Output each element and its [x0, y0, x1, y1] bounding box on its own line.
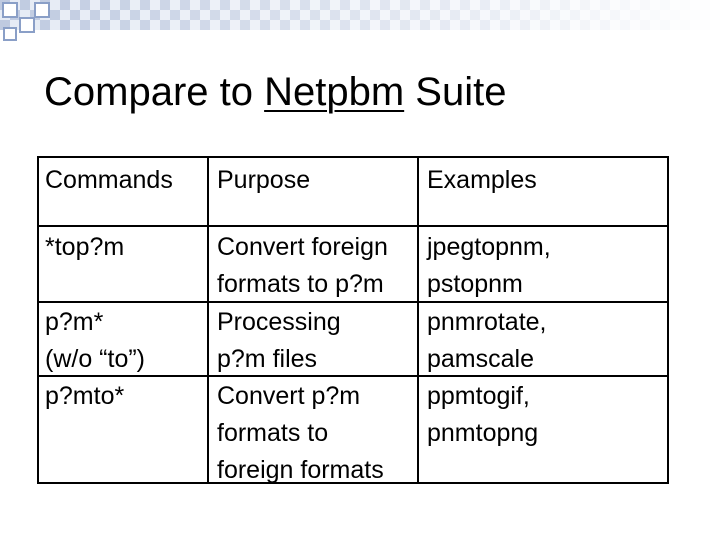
row-1-command: *top?m: [45, 233, 125, 261]
column-divider: [207, 158, 209, 482]
header-commands: Commands: [45, 166, 173, 194]
corner-squares-decoration: [0, 0, 60, 46]
header-examples: Examples: [427, 166, 537, 194]
row-3-command: p?mto*: [45, 382, 125, 410]
row-2-purpose: Processing p?m files: [217, 308, 341, 373]
header-decoration: [0, 0, 720, 30]
title-prefix: Compare to: [44, 70, 265, 114]
comparison-table: [37, 156, 669, 484]
row-1-examples: jpegtopnm, pstopnm: [427, 233, 551, 298]
title-suffix: Suite: [404, 70, 507, 114]
header-purpose: Purpose: [217, 166, 311, 194]
row-divider: [39, 225, 667, 227]
row-2-command: p?m* (w/o “to”): [45, 308, 145, 373]
column-divider: [417, 158, 419, 482]
netpbm-link[interactable]: Netpbm: [264, 70, 405, 114]
row-3-purpose: Convert p?m formats to foreign formats: [217, 382, 384, 484]
row-1-purpose: Convert foreign formats to p?m: [217, 233, 388, 298]
row-3-examples: ppmtogif, pnmtopng: [427, 382, 539, 447]
slide-title: [44, 68, 506, 116]
row-2-examples: pnmrotate, pamscale: [427, 308, 547, 373]
